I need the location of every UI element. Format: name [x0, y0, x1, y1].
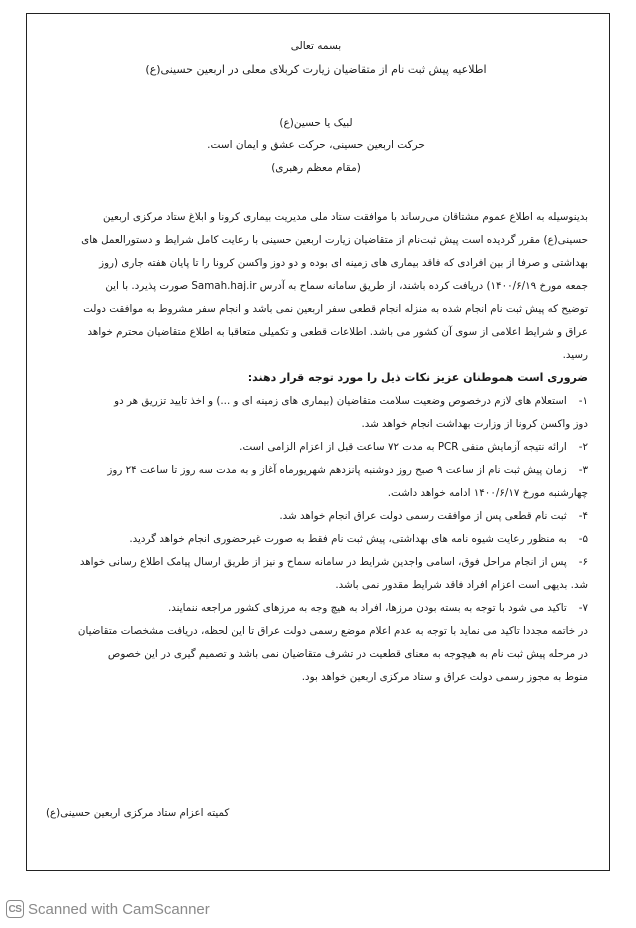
- item-text: استعلام های لازم درخصوص وضعیت سلامت متقاضیان (بیماری های زمینه ای و ...) و اخذ تایید تزریق هر دو: [114, 395, 567, 407]
- item-number: ۴-: [578, 510, 588, 522]
- list-item: [44, 601, 588, 615]
- notice-heading: ضروری است هموطنان عزیز نکات ذیل را مورد توجه قرار دهند:: [247, 371, 588, 384]
- list-item: [44, 394, 588, 408]
- signature: کمیته اعزام ستاد مرکزی اربعین حسینی(ع): [46, 807, 230, 819]
- quote-attribution: (مقام معظم رهبری): [271, 162, 361, 174]
- list-item: [44, 463, 588, 477]
- item-text: ارائه نتیجه آزمایش منفی PCR به مدت ۷۲ ساعت قبل از اعزام الزامی است.: [239, 441, 567, 453]
- camscanner-logo-icon: CS: [6, 900, 24, 918]
- intro-line: حسینی(ع) مقرر گردیده است پیش ثبت‌نام از متقاضیان زیارت اربعین حسینی با رعایت کامل شرایط و دستورالعمل های: [81, 234, 588, 246]
- item-number: ۲-: [578, 441, 588, 453]
- basmala: بسمه تعالی: [290, 40, 342, 52]
- item-number: ۵-: [578, 533, 588, 545]
- closing-line: در خاتمه مجددا تاکید می نماید با توجه به عدم اعلام موضع رسمی دولت عراق تا این لحظه، دریافت مشخصات متقاضیان: [77, 625, 588, 637]
- item-continuation: شد. بدیهی است اعزام افراد فاقد شرایط مقدور نمی باشد.: [335, 579, 588, 591]
- quote-line-2: حرکت اربعین حسینی، حرکت عشق و ایمان است.: [207, 139, 425, 151]
- item-number: ۳-: [578, 464, 588, 476]
- item-number: ۶-: [578, 556, 588, 568]
- intro-line: توضیح که پیش ثبت نام انجام شده به منزله انجام قطعی سفر اربعین نمی باشد و انجام سفر مشروط به موافقت دولت: [83, 303, 588, 315]
- intro-line: بهداشتی و صرفا از بین افرادی که فاقد بیماری های زمینه ای بوده و دو دوز واکسن کرونا را تا پایان هفته جاری (روز: [99, 257, 588, 269]
- intro-line: بدینوسیله به اطلاع عموم مشتاقان می‌رساند با موافقت ستاد ملی مدیریت بیماری کرونا و ابلاغ ستاد مرکزی اربعین: [103, 211, 588, 223]
- item-text: زمان پیش ثبت نام از ساعت ۹ صبح روز دوشنبه پانزدهم شهریورماه آغاز و به مدت سه روز تا ساعت ۲۴ روز: [107, 464, 567, 476]
- item-number: ۷-: [578, 602, 588, 614]
- list-item: [44, 509, 588, 523]
- item-continuation: چهارشنبه مورخ ۱۴۰۰/۶/۱۷ ادامه خواهد داشت.: [387, 487, 588, 499]
- item-number: ۱-: [578, 395, 588, 407]
- intro-line: عراق و شرایط اعلامی از سوی آن کشور می باشد. اطلاعات قطعی و تکمیلی متعاقبا به اطلاع متقاضیان محترم خواهد: [87, 326, 588, 338]
- quote-line-1: لبیک یا حسین(ع): [279, 117, 353, 129]
- intro-line: جمعه مورخ ۱۴۰۰/۶/۱۹) دریافت کرده باشند، از طریق سامانه سماح به آدرس Samah.haj.ir صورت پذیرد. با این: [105, 280, 588, 292]
- item-text: ثبت نام قطعی پس از موافقت رسمی دولت عراق انجام خواهد شد.: [279, 510, 567, 522]
- item-text: به منظور رعایت شیوه نامه های بهداشتی، پیش ثبت نام فقط به صورت غیرحضوری انجام خواهد گردید.: [129, 533, 567, 545]
- document-title: اطلاعیه پیش ثبت نام از متقاضیان زیارت کربلای معلی در اربعین حسینی(ع): [145, 63, 487, 76]
- list-item: [44, 440, 588, 454]
- item-text: پس از انجام مراحل فوق، اسامی واجدین شرایط در سامانه سماح و نیز از طریق ارسال پیامک اطلاع رسانی خواهد: [79, 556, 567, 568]
- scanner-text: Scanned with CamScanner: [28, 900, 210, 918]
- list-item: [44, 532, 588, 546]
- list-item: [44, 555, 588, 569]
- closing-line: منوط به مجوز رسمی دولت عراق و ستاد مرکزی اربعین خواهد بود.: [301, 671, 588, 683]
- item-text: تاکید می شود با توجه به بسته بودن مرزها، افراد به هیچ وجه به مرزهای کشور مراجعه ننمایند.: [167, 602, 567, 614]
- camscanner-watermark: [6, 898, 210, 920]
- item-continuation: دوز واکسن کرونا از وزارت بهداشت انجام خواهد شد.: [361, 418, 588, 430]
- intro-line: رسید.: [562, 349, 588, 361]
- closing-line: در مرحله پیش ثبت نام به هیچوجه به معنای قطعیت در تشرف متقاضیان نمی باشد و تصمیم گیری در این خصوص: [107, 648, 588, 660]
